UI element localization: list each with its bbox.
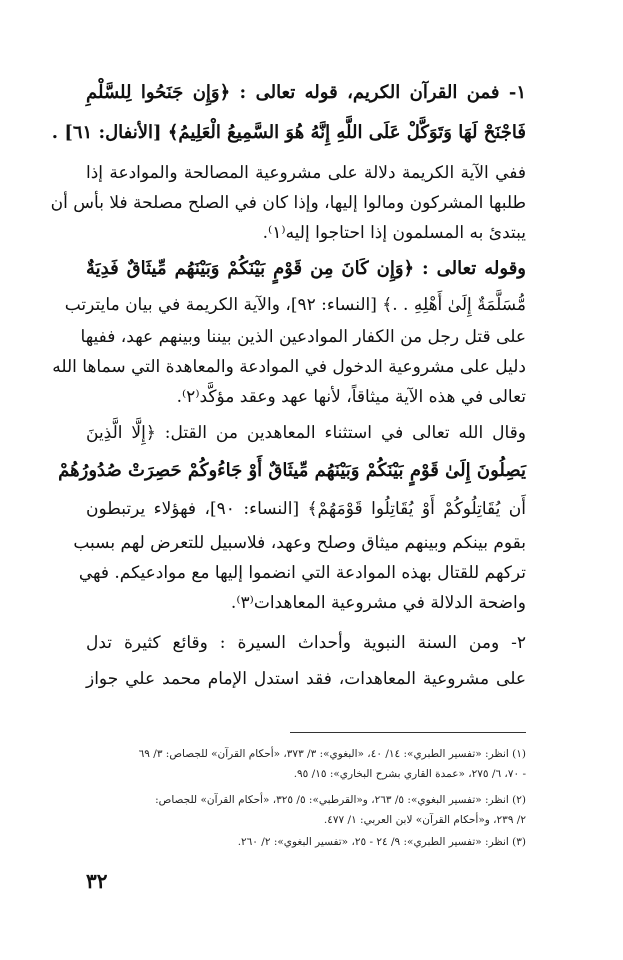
body-line: وقال الله تعالى في استثناء المعاهدين من القتل: ﴿إِلَّا الَّذِينَ: [86, 423, 526, 443]
body-line: يَصِلُونَ إِلَىٰ قَوْمٍ بَيْنَكُمْ وَبَيْنَهُم مِّيثَاقٌ أَوْ جَاءُوكُمْ حَصِرَتْ صُدُورُهُمْ: [58, 460, 526, 481]
body-line: واضحة الدلالة في مشروعية المعاهدات⁽٣⁾.: [230, 593, 526, 613]
footnote-separator: [290, 732, 526, 733]
footnote-line: - ٧٠، ٦/ ٢٧٥، «عمدة القاري بشرح البخاري»: ١٥/ ٩٥.: [293, 768, 526, 780]
body-line: بقوم بينكم وبينهم ميثاق وصلح وعهد، فلاسبيل للتعرض لهم بسبب: [73, 533, 526, 553]
footnote-line: (٣) انظر: «تفسير الطبري»: ٩/ ٢٤ - ٢٥، «تفسير البغوي»: ٢/ ٢٦٠.: [237, 836, 526, 848]
body-line: ففي الآية الكريمة دلالة على مشروعية المصالحة والموادعة إذا: [86, 163, 526, 183]
footnote-line: (٢) انظر: «تفسير البغوي»: ٥/ ٢٦٣، و«القرطبي»: ٥/ ٣٢٥، «أحكام القرآن» للجصاص:: [155, 794, 526, 806]
body-line: وقوله تعالى : ﴿وَإِن كَانَ مِن قَوْمٍ بَيْنَكُمْ وَبَيْنَهُم مِّيثَاقٌ فَدِيَةٌ: [86, 258, 526, 279]
body-line: تركهم للقتال بهذه الموادعة التي انضموا إليها مع موادعيكم. فهي: [78, 563, 526, 583]
page-number: ٣٢: [86, 869, 108, 893]
body-line: طلبها المشركون ومالوا إليها، وإذا كان في الصلح مصلحة فلا بأس أن: [50, 193, 526, 213]
body-line: يبتدئ به المسلمون إذا احتاجوا إليه⁽١⁾.: [262, 223, 526, 243]
body-line: على مشروعية المعاهدات، فقد استدل الإمام محمد علي جواز: [86, 669, 526, 689]
body-line: على قتل رجل من الكفار الموادعين الذين بيننا وبينهم عهد، ففيها: [80, 327, 526, 347]
body-line: ١- فمن القرآن الكريم، قوله تعالى : ﴿وَإِن جَنَحُوا لِلسَّلْمِ: [86, 82, 526, 103]
body-line: تعالى في هذه الآية ميثاقاً، لأنها عهد وعقد مؤكَّد⁽٢⁾.: [176, 387, 526, 407]
footnote-line: ٢/ ٢٣٩، و«أحكام القرآن» لابن العربي: ١/ ٤٧٧.: [323, 814, 526, 826]
footnote-line: (١) انظر: «تفسير الطبري»: ١٤/ ٤٠، «البغوي»: ٣/ ٣٧٣، «أحكام القرآن» للجصاص: ٣/ ٦٩: [138, 748, 526, 760]
body-line: دليل على مشروعية الدخول في الموادعة والمعاهدة التي سماها الله: [52, 357, 526, 377]
body-line: مُّسَلَّمَةٌ إِلَىٰ أَهْلِهِ . .﴾ [النساء: ٩٢]، والآية الكريمة في بيان مايترتب: [64, 295, 526, 315]
section-heading-line: ٢- ومن السنة النبوية وأحداث السيرة : وقائع كثيرة تدل: [86, 633, 526, 653]
body-line: أَن يُقَاتِلُوكُمْ أَوْ يُقَاتِلُوا قَوْمَهُمْ﴾ [النساء: ٩٠]، فهؤلاء يرتبطون: [86, 499, 527, 519]
body-line: فَاجْنَحْ لَهَا وَتَوَكَّلْ عَلَى اللَّهِ إِنَّهُ هُوَ السَّمِيعُ الْعَلِيمُ﴾ [الأنفال: ٦١] .: [51, 122, 526, 143]
